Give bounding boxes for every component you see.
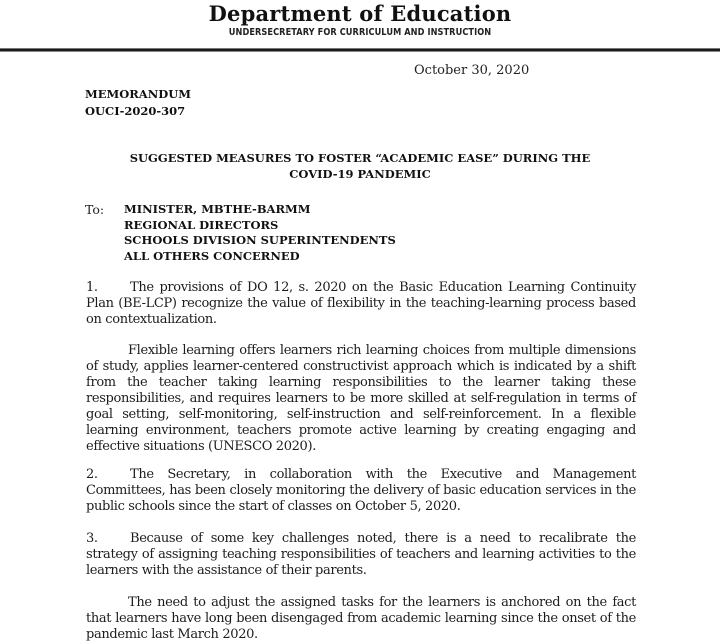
memo-date: October 30, 2020 (414, 63, 530, 78)
memo-heading (85, 86, 191, 120)
paragraph-number: 2. (86, 467, 98, 482)
paragraph-text: Because of some key challenges noted, there is a need to recalibrate the strategy of assigning teaching responsibilities of teachers and learning activities to the learners with the assistance of their parents. (86, 531, 636, 578)
recipient: REGIONAL DIRECTORS (124, 217, 279, 232)
subject-line-2: COVID-19 PANDEMIC (289, 167, 431, 181)
paragraph-3 (86, 531, 636, 579)
memo-type: MEMORANDUM (85, 87, 191, 101)
paragraph-1-continued: Flexible learning offers learners rich learning choices from multiple dimensions of study, applies learner-centered constructivist approach which is indicated by a shift from the teacher taking learning responsibilities to the learner taking these responsibilities, and requires learners to be more skilled at self-regulation in terms of goal setting, self-monitoring, self-instruction and self-reinforcement. In a flexible learning environment, teachers promote active learning by creating engaging and effective situations (UNESCO 2020). (86, 343, 636, 454)
recipient: SCHOOLS DIVISION SUPERINTENDENTS (124, 233, 396, 247)
memo-subject (80, 150, 640, 182)
paragraph-text: The provisions of DO 12, s. 2020 on the Basic Education Learning Continuity Plan (BE-LCP) recognize the value of flexibility in the teaching-learning process based on contextualization. (86, 280, 636, 327)
paragraph-number: 1. (86, 280, 98, 295)
recipients-list (124, 202, 396, 264)
paragraph-2 (86, 467, 636, 515)
paragraph-number: 3. (86, 531, 98, 546)
paragraph-text: The Secretary, in collaboration with the Executive and Management Committees, has been closely monitoring the delivery of basic education services in the public schools since the start of classes on October 5, 2020. (86, 467, 636, 514)
recipient: ALL OTHERS CONCERNED (124, 248, 300, 263)
letterhead (0, 0, 720, 48)
paragraph-3-continued: The need to adjust the assigned tasks for the learners is anchored on the fact that learners have long been disengaged from academic learning since the onset of the pandemic last March 2020. (86, 595, 636, 642)
recipients-label: To: (85, 202, 105, 217)
header-divider (0, 48, 720, 52)
subject-line-1: SUGGESTED MEASURES TO FOSTER “ACADEMIC EASE” DURING THE (129, 151, 591, 165)
paragraph-1 (86, 280, 636, 328)
department-name: Department of Education (208, 1, 512, 26)
memo-number: OUCI-2020-307 (85, 104, 186, 118)
office-name: UNDERSECRETARY FOR CURRICULUM AND INSTRUCTION (228, 27, 492, 38)
recipient: MINISTER, MBTHE-BARMM (124, 202, 311, 216)
